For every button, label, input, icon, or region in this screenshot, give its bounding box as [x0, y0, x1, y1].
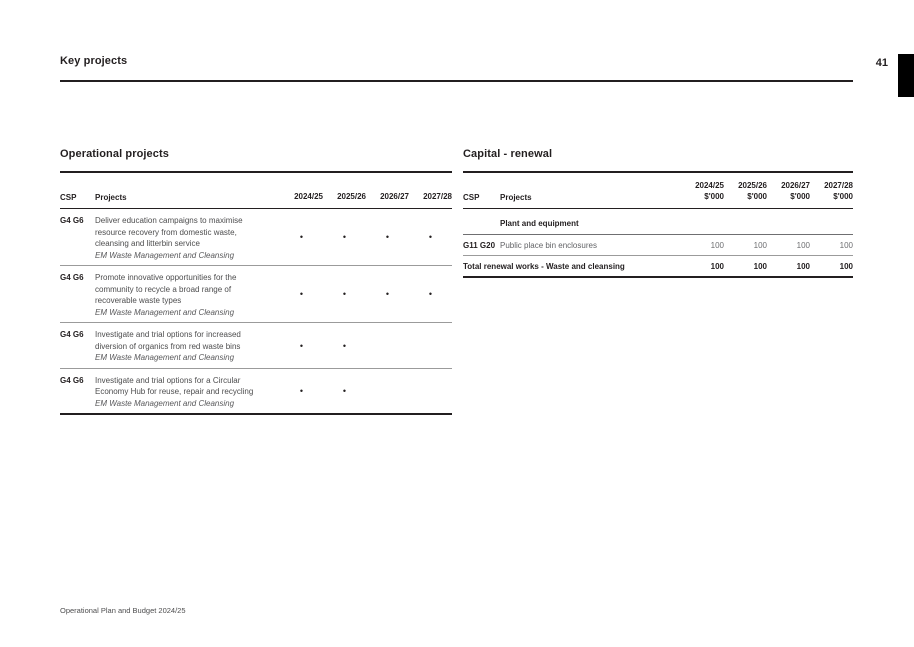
project-description-text: Investigate and trial options for a Circular Economy Hub for reuse, repair and recycling: [95, 375, 254, 396]
year-marker: •: [385, 289, 390, 300]
year-label: 2024/25: [695, 181, 724, 190]
table-row: [60, 209, 452, 266]
project-description: [95, 329, 280, 364]
total-value-2024-25: 100: [710, 262, 724, 271]
value-2024-25: 100: [710, 241, 724, 250]
table-row: [60, 266, 452, 323]
page-footer: Operational Plan and Budget 2024/25: [60, 606, 186, 615]
year-marker: •: [299, 386, 304, 396]
csp-code: G4 G6: [60, 216, 84, 225]
project-description-text: Deliver education campaigns to maximise resource recovery from domestic waste, cleansing and litterbin service: [95, 216, 243, 248]
year-marker: •: [385, 232, 390, 243]
year-marker: •: [428, 289, 433, 300]
project-owner: EM Waste Management and Cleansing: [95, 307, 235, 317]
col-header-year-2024-25: [681, 180, 724, 202]
col-header-projects: Projects: [500, 193, 532, 202]
project-description: [95, 215, 280, 261]
col-header-csp: CSP: [60, 193, 77, 202]
value-2027-28: 100: [839, 241, 853, 250]
year-label: 2027/28: [824, 181, 853, 190]
col-header-year-2025-26: 2025/26: [337, 192, 366, 201]
csp-code: G4 G6: [60, 330, 84, 339]
csp-code: G4 G6: [60, 375, 84, 385]
total-value-2025-26: 100: [753, 262, 767, 271]
project-description-text: Investigate and trial options for increased diversion of organics from red waste bins: [95, 330, 241, 351]
year-marker: •: [299, 340, 304, 351]
year-marker: •: [342, 386, 347, 396]
subheading-spacer: [463, 219, 500, 228]
year-marker: [366, 375, 409, 410]
table-row: [463, 235, 853, 256]
project-description-text: Public place bin enclosures: [500, 241, 597, 250]
total-row: [463, 256, 853, 278]
project-description-text: Promote innovative opportunities for the community to recycle a broad range of recoverable waste types: [95, 273, 237, 305]
col-header-year-2027-28: [810, 180, 853, 202]
operational-table-header: [60, 173, 452, 209]
operational-projects-section: [60, 148, 452, 415]
page-number: 41: [875, 57, 888, 69]
col-header-csp: CSP: [463, 193, 480, 202]
year-marker: [409, 375, 452, 410]
project-description: [95, 272, 280, 318]
table-row: [60, 369, 452, 416]
edge-tab-marker: [898, 54, 914, 97]
project-owner: EM Waste Management and Cleansing: [95, 398, 235, 408]
col-header-year-2024-25: 2024/25: [294, 192, 323, 201]
col-header-year-2026-27: [767, 180, 810, 202]
total-label: Total renewal works - Waste and cleansing: [463, 262, 625, 271]
project-owner: EM Waste Management and Cleansing: [95, 250, 235, 260]
year-marker: •: [342, 340, 347, 351]
csp-code: G4 G6: [60, 273, 84, 282]
capital-renewal-section: [463, 148, 853, 278]
table-subheading-row: [463, 209, 853, 235]
total-value-2027-28: 100: [839, 262, 853, 271]
capital-section-title: Capital - renewal: [463, 148, 553, 160]
year-marker: [366, 329, 409, 364]
operational-section-title: Operational projects: [60, 148, 169, 160]
year-label: 2025/26: [738, 181, 767, 190]
unit-label: $'000: [704, 192, 724, 201]
col-header-year-2025-26: [724, 180, 767, 202]
col-header-projects: Projects: [95, 193, 127, 202]
unit-label: $'000: [790, 192, 810, 201]
col-header-year-2026-27: 2026/27: [380, 192, 409, 201]
value-2026-27: 100: [796, 241, 810, 250]
value-2025-26: 100: [753, 241, 767, 250]
csp-code: G11 G20: [463, 241, 496, 250]
year-marker: [409, 329, 452, 364]
year-marker: •: [299, 289, 304, 300]
table-subheading: Plant and equipment: [500, 219, 579, 228]
unit-label: $'000: [747, 192, 767, 201]
header-rule: [60, 80, 853, 82]
table-row: [60, 323, 452, 369]
year-label: 2026/27: [781, 181, 810, 190]
year-marker: •: [342, 232, 347, 243]
project-owner: EM Waste Management and Cleansing: [95, 353, 235, 362]
year-marker: •: [428, 232, 433, 243]
unit-label: $'000: [833, 192, 853, 201]
total-value-2026-27: 100: [796, 262, 810, 271]
page-header-title: Key projects: [60, 55, 128, 67]
year-marker: •: [299, 232, 304, 243]
year-marker: •: [342, 289, 347, 300]
capital-table-header: [463, 173, 853, 209]
project-description: [95, 375, 280, 410]
col-header-year-2027-28: 2027/28: [423, 192, 452, 201]
